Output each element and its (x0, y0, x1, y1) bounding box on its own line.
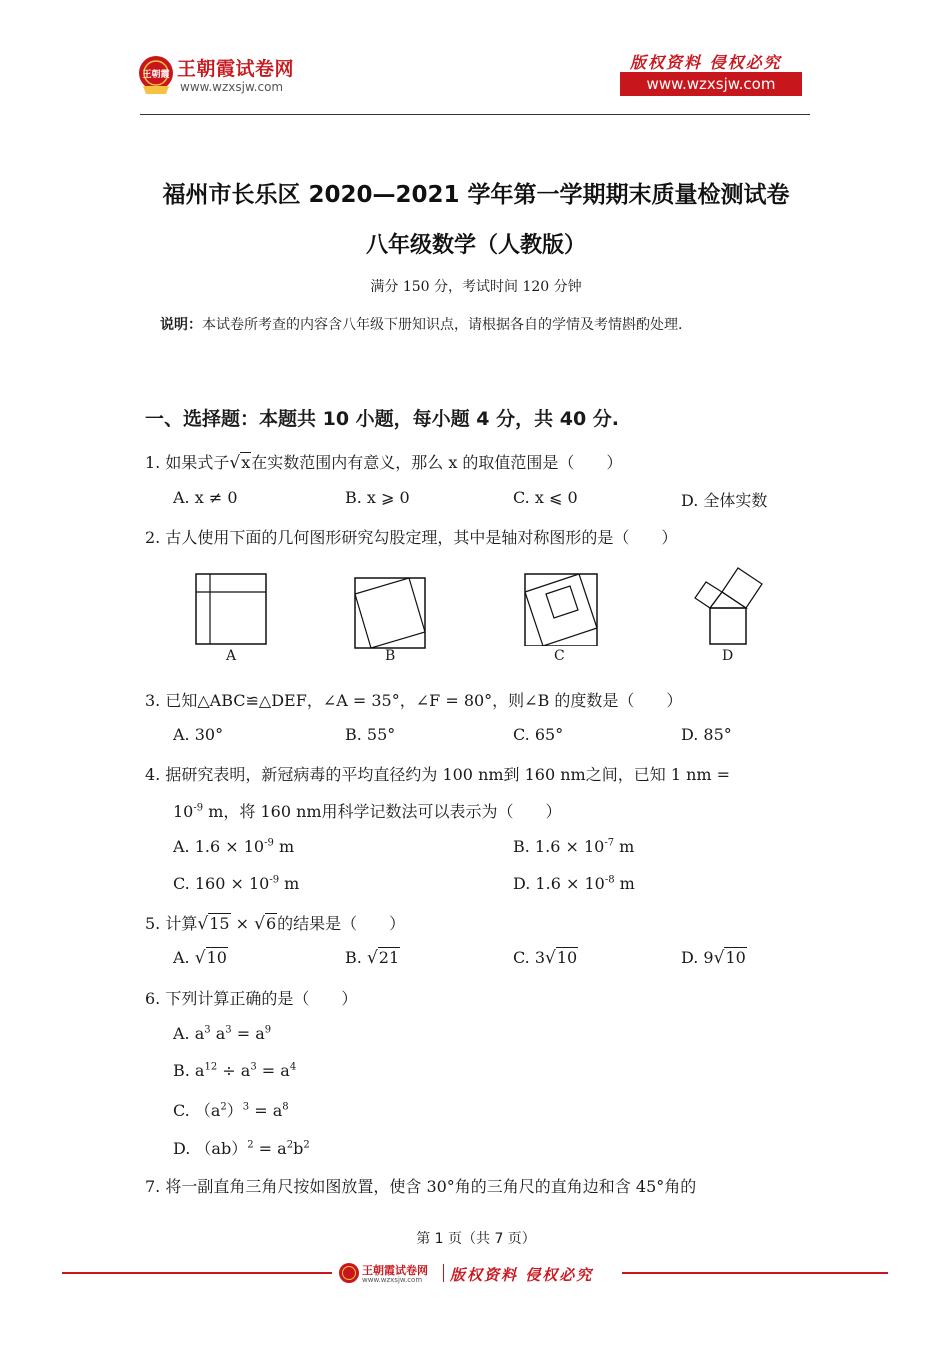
q6-c-part: C. （a (173, 1101, 221, 1120)
q4-option-d (513, 874, 635, 893)
q4-a-exp: -9 (264, 837, 274, 849)
q6-a-exp: 9 (264, 1024, 272, 1036)
question-4-line-1: 4. 据研究表明，新冠病毒的平均直径约为 100 nm到 160 nm之间，已知 1 nm = (145, 765, 731, 784)
q6-b-part: B. a (173, 1061, 205, 1080)
brand-url[interactable]: www.wzxsjw.com (180, 80, 284, 94)
q4-d-pre: D. 1.6 × 10 (513, 874, 605, 893)
q6-c-part: = a (249, 1101, 283, 1120)
figure-c (524, 570, 598, 646)
score-time: 满分 150 分，考试时间 120 分钟 (370, 279, 582, 295)
q4-d-post: m (614, 874, 635, 893)
q6-option-b (173, 1061, 296, 1080)
q5-c-radicand: 10 (556, 948, 578, 967)
q4-line2-text: m，将 160 nm用科学记数法可以表示为（ ） (203, 802, 562, 821)
sqrt-icon: √ (194, 948, 206, 968)
q5-a-label: A. (173, 948, 195, 967)
q1-option-d: D. 全体实数 (681, 491, 768, 510)
q1-option-c: C. x ⩽ 0 (513, 488, 578, 507)
exam-title: 福州市长乐区 2020—2021 学年第一学期期末质量检测试卷 (162, 182, 790, 208)
q5-option-d (681, 948, 747, 968)
page-number: 第 1 页（共 7 页） (416, 1231, 536, 1247)
footer-copyright: 版权资料 侵权必究 (450, 1266, 594, 1284)
question-3: 3. 已知△ABC≌△DEF，∠A = 35°，∠F = 80°，则∠B 的度数是（ ） (145, 691, 683, 710)
brand-logo-icon (137, 54, 175, 96)
question-1 (145, 450, 622, 473)
footer-divider-left (62, 1272, 332, 1274)
q5-radicand-1: 15 (209, 914, 230, 933)
footer-separator (443, 1264, 444, 1282)
exam-subtitle: 八年级数学（人教版） (365, 233, 586, 258)
q6-d-exp: 2 (286, 1139, 294, 1151)
footer-brand: 王朝霞试卷网 (362, 1264, 428, 1277)
q5-d-label: D. 9 (681, 948, 714, 967)
header-copyright-block (620, 50, 802, 96)
q4-b-pre: B. 1.6 × 10 (513, 837, 605, 856)
q5-option-b (345, 948, 400, 968)
question-4-line-2 (173, 799, 562, 822)
q6-c-part: ） (226, 1101, 243, 1120)
q6-d-exp: 2 (303, 1139, 310, 1151)
brand-name: 王朝霞试卷网 (177, 58, 295, 80)
q5-b-radicand: 21 (378, 948, 400, 967)
q1-post: 在实数范围内有意义，那么 x 的取值范围是（ ） (251, 453, 623, 472)
q6-b-exp: 3 (250, 1061, 257, 1073)
url-banner[interactable]: www.wzxsjw.com (620, 72, 802, 96)
q6-b-part: = a (256, 1061, 290, 1080)
q4-a-post: m (273, 837, 295, 856)
q1-radicand: x (241, 453, 251, 472)
q6-a-exp: 3 (204, 1024, 211, 1036)
q5-b-label: B. (345, 948, 367, 967)
logo-text: 王朝霞 (142, 70, 170, 80)
figure-c-label: C (554, 648, 565, 664)
q6-b-exp: 12 (204, 1061, 218, 1073)
q3-option-b: B. 55° (345, 725, 396, 744)
q5-radicand-2: 6 (265, 914, 277, 933)
q6-b-part: ÷ a (217, 1061, 251, 1080)
q4-a-pre: A. 1.6 × 10 (173, 837, 265, 856)
q4-c-exp: -9 (269, 874, 280, 886)
header-divider (140, 114, 810, 115)
footer-divider-right (622, 1272, 888, 1274)
q6-c-exp: 2 (220, 1101, 227, 1113)
q6-d-part: = a (253, 1139, 287, 1158)
sqrt-icon: √ (713, 948, 725, 968)
q5-pre: 5. 计算 (145, 914, 198, 933)
q1-option-a: A. x ≠ 0 (173, 488, 238, 507)
q6-d-part: b (293, 1139, 304, 1158)
figure-d (694, 562, 764, 648)
q4-exponent: -9 (193, 802, 204, 814)
q4-option-a (173, 837, 294, 856)
copyright-notice: 版权资料 侵权必究 (630, 53, 782, 72)
figure-a (195, 570, 267, 646)
q5-option-a (173, 948, 228, 968)
q4-option-b (513, 837, 634, 856)
q6-a-exp: 3 (225, 1024, 232, 1036)
figure-b-label: B (385, 648, 396, 664)
q3-option-d: D. 85° (681, 725, 732, 744)
figure-d-label: D (722, 648, 734, 664)
q4-base: 10 (173, 802, 194, 821)
question-5 (145, 911, 405, 934)
q5-d-radicand: 10 (725, 948, 746, 967)
q6-option-a (173, 1024, 271, 1043)
q6-c-exp: 8 (282, 1101, 289, 1113)
sqrt-icon: √ (545, 948, 556, 968)
note-text: 本试卷所考查的内容含八年级下册知识点，请根据各自的学情及考情斟酌处理. (202, 317, 683, 333)
q6-a-part: = a (231, 1024, 265, 1043)
q6-option-c (173, 1098, 289, 1121)
q5-post: 的结果是（ ） (277, 914, 406, 933)
sqrt-icon: √ (197, 914, 209, 934)
exam-note (160, 314, 682, 334)
q6-d-exp: 2 (247, 1139, 254, 1151)
section-heading: 一、选择题：本题共 10 小题，每小题 4 分，共 40 分. (145, 408, 620, 430)
question-2: 2. 古人使用下面的几何图形研究勾股定理，其中是轴对称图形的是（ ） (145, 528, 678, 547)
figure-a-label: A (226, 648, 237, 664)
q5-a-radicand: 10 (206, 948, 227, 967)
figure-b (354, 570, 426, 650)
q4-b-post: m (614, 837, 635, 856)
q5-times: × (230, 914, 255, 933)
q6-d-part: D. （ab） (173, 1139, 248, 1158)
q3-option-a: A. 30° (173, 725, 224, 744)
q6-b-exp: 4 (289, 1061, 297, 1073)
note-label: 说明： (160, 317, 202, 333)
sqrt-icon: √ (366, 948, 378, 968)
q4-c-post: m (279, 874, 300, 893)
q1-pre: 1. 如果式子 (145, 453, 230, 472)
sqrt-icon: √ (254, 914, 265, 934)
question-7: 7. 将一副直角三角尺按如图放置，使含 30°角的三角尺的直角边和含 45°角的 (145, 1177, 697, 1196)
q6-option-d (173, 1136, 310, 1159)
footer-logo-icon (338, 1262, 360, 1284)
q5-c-label: C. 3 (513, 948, 546, 967)
footer-url[interactable]: www.wzxsjw.com (362, 1276, 423, 1284)
q6-a-part: A. a (173, 1024, 205, 1043)
q4-b-exp: -7 (604, 837, 615, 849)
q4-d-exp: -8 (604, 874, 615, 886)
q5-option-c (513, 948, 578, 968)
q4-c-pre: C. 160 × 10 (173, 874, 270, 893)
q6-c-exp: 3 (242, 1101, 250, 1113)
question-6: 6. 下列计算正确的是（ ） (145, 989, 358, 1008)
q6-a-part: a (210, 1024, 226, 1043)
q3-option-c: C. 65° (513, 725, 564, 744)
sqrt-icon: √ (229, 453, 241, 473)
q4-option-c (173, 874, 299, 893)
q1-option-b: B. x ⩾ 0 (345, 488, 410, 507)
